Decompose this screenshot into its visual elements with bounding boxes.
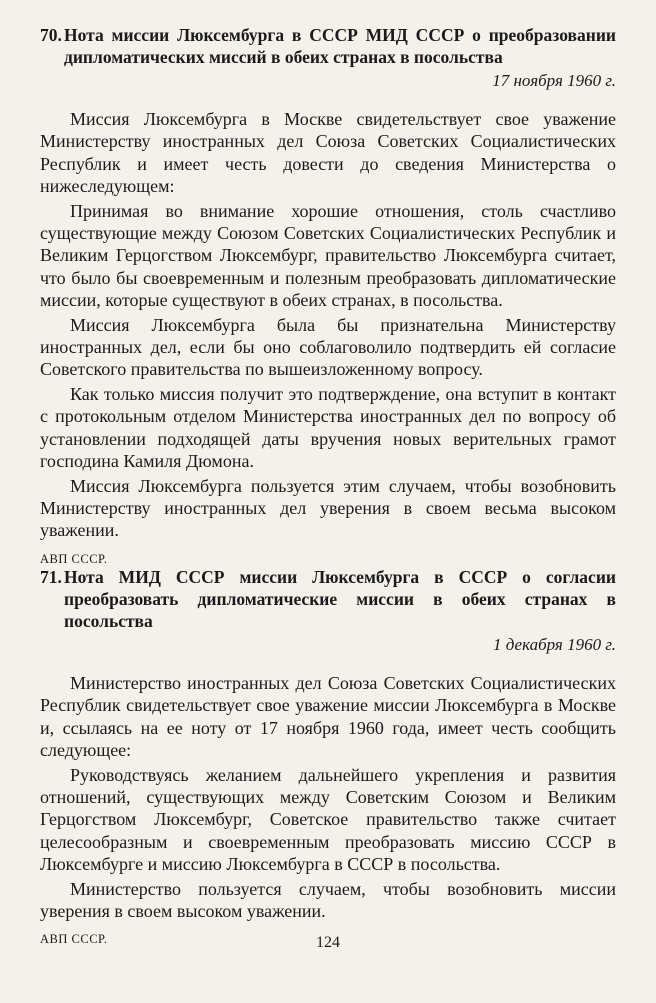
paragraph: Миссия Люксембурга была бы признательна Министерству иностранных дел, если бы оно соблаговолило подтвердить ей согласие Советского правительства по вышеизложенному вопросу.	[40, 314, 616, 380]
paragraph: Как только миссия получит это подтверждение, она вступит в контакт с протокольным отделом Министерства иностранных дел по вопросу об установлении подходящей даты вручения новых верительных грамот господина Камиля Дюмона.	[40, 383, 616, 472]
archive-source: АВП СССР.	[40, 932, 108, 947]
document-71	[40, 566, 616, 947]
document-number: 71.	[40, 567, 62, 587]
document-date: 17 ноября 1960 г.	[492, 71, 616, 90]
paragraph: Миссия Люксембурга в Москве свидетельствует свое уважение Министерству иностранных дел Союза Советских Социалистических Республик и имеет честь довести до сведения Министерства о нижеследующем:	[40, 109, 616, 197]
document-date: 1 декабря 1960 г.	[492, 635, 616, 654]
paragraph: Министерство пользуется случаем, чтобы возобновить миссии уверения в своем высоком уважении.	[40, 878, 616, 922]
paragraph: Руководствуясь желанием дальнейшего укрепления и развития отношений, существующих между Советским Союзом и Великим Герцогством Люксембург, Советское правительство также считает целесообразным и своевременным преобразовать миссию СССР в Люксембурге и миссию Люксембурга в СССР в посольства.	[40, 764, 616, 875]
document-heading	[40, 566, 616, 632]
document-title: Нота МИД СССР миссии Люксембурга в СССР о согласии преобразовать дипломатические миссии в обеих странах в посольства	[64, 567, 616, 631]
archive-source: АВП СССР.	[40, 551, 108, 566]
paragraph: Принимая во внимание хорошие отношения, столь счастливо существующие между Союзом Советских Социалистических Республик и Великим Герцогством Люксембург, правительство Люксембурга считает, что было бы своевременным и полезным преобразовать дипломатические миссии, которые существуют в обеих странах, в посольства.	[40, 200, 616, 311]
document-70	[40, 24, 616, 567]
document-number: 70.	[40, 25, 62, 45]
paragraph: Миссия Люксембурга пользуется этим случаем, чтобы возобновить Министерству иностранных дел уверения в своем весьма высоком уважении.	[40, 475, 616, 541]
document-title: Нота миссии Люксембурга в СССР МИД СССР о преобразовании дипломатических миссий в обеих странах в посольства	[64, 25, 616, 67]
paragraph: Министерство иностранных дел Союза Советских Социалистических Республик свидетельствует свое уважение миссии Люксембурга в Москве и, ссылаясь на ее ноту от 17 ноября 1960 года, имеет честь сообщить следующее:	[40, 673, 616, 761]
page-number: 124	[316, 934, 340, 951]
document-heading	[40, 24, 616, 68]
